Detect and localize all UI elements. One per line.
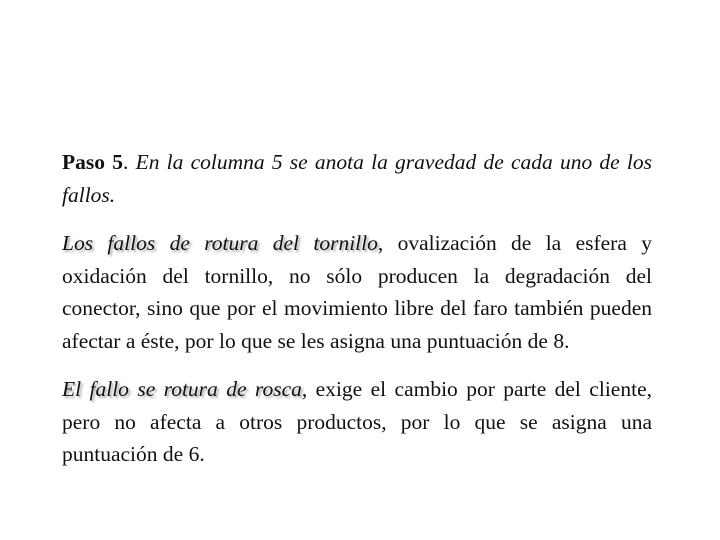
paragraph-rosca-failure bbox=[62, 373, 652, 471]
paragraph-tornillo-failures bbox=[62, 227, 652, 357]
paragraph-step-5 bbox=[62, 146, 652, 211]
failure-description: , ovalización de la esfera y oxidación del tornillo, no sólo producen la degradación del conector, sino que por el movimiento libre del faro también pueden afectar a éste, por lo que se les asigna una puntuación de 8. bbox=[62, 231, 652, 353]
failure-description: , exige el cambio por parte del cliente, pero no afecta a otros productos, por lo que se asigna una puntuación de 6. bbox=[62, 377, 652, 466]
failure-emphasis: El fallo se rotura de rosca bbox=[62, 377, 302, 401]
step-description: En la columna 5 se anota la gravedad de cada uno de los fallos. bbox=[62, 150, 653, 207]
slide-body bbox=[62, 146, 652, 471]
failure-emphasis: Los fallos de rotura del tornillo bbox=[62, 231, 378, 255]
step-label: Paso 5 bbox=[62, 150, 123, 174]
step-separator: . bbox=[122, 150, 136, 174]
